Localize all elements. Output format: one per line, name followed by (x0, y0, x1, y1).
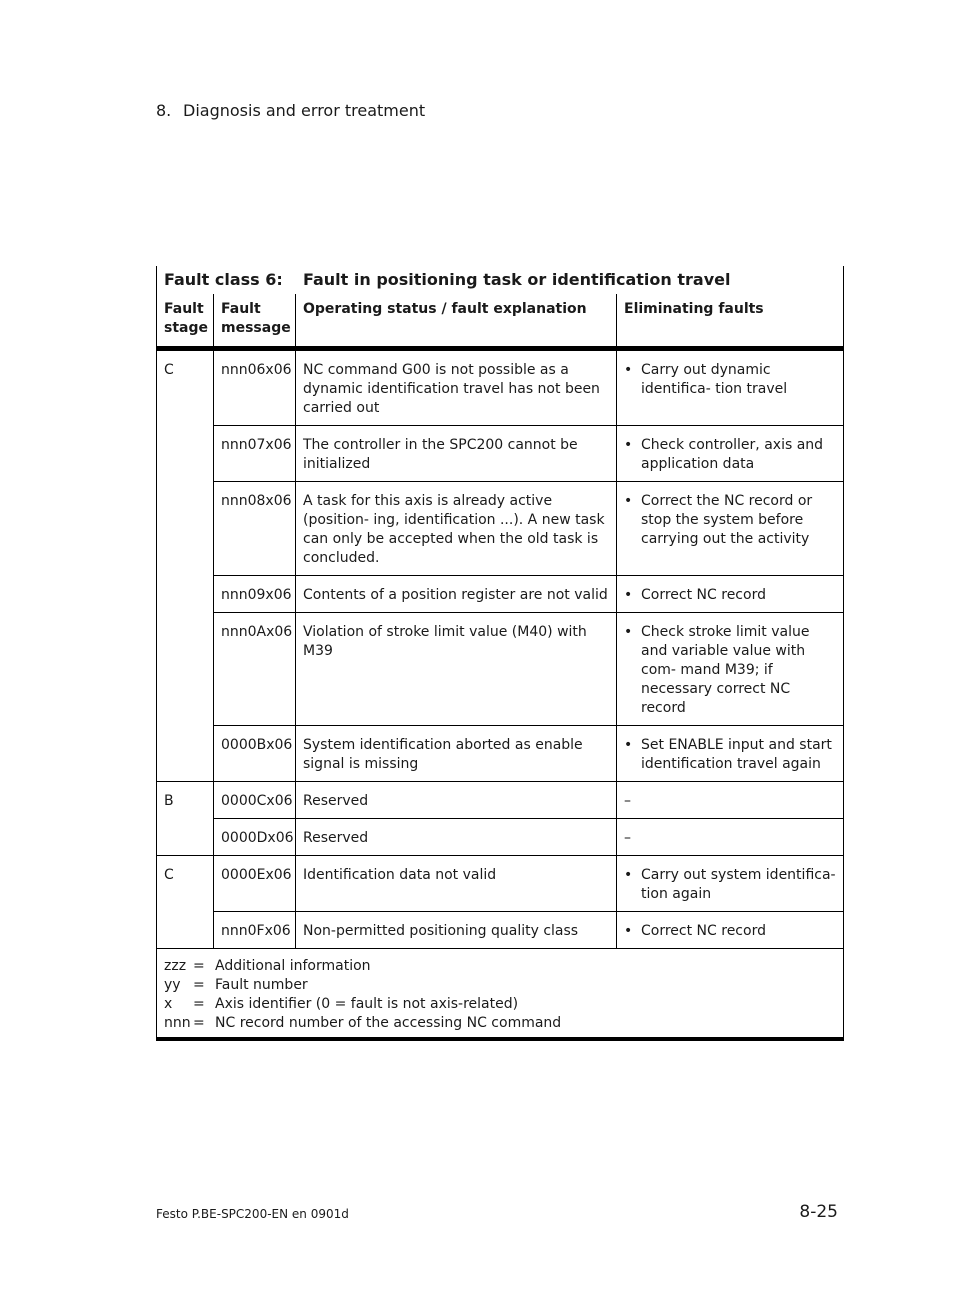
fault-explanation-cell: Reserved (296, 819, 617, 856)
bullet-icon: • (624, 493, 633, 509)
column-header-stage: Fault stage (157, 294, 214, 349)
fault-message-cell: 0000Dx06 (214, 819, 296, 856)
footer-document-id: Festo P.BE-SPC200-EN en 0901d (156, 1207, 349, 1221)
legend-text: Additional information (215, 958, 371, 974)
footer-page-number: 8-25 (799, 1202, 838, 1222)
legend-line (164, 1014, 837, 1033)
fault-explanation-cell: Contents of a position register are not valid (296, 576, 617, 613)
bullet-icon: • (624, 362, 633, 378)
fault-explanation-cell: System identification aborted as enable signal is missing (296, 726, 617, 782)
fault-message-cell: 0000Cx06 (214, 782, 296, 819)
column-header-message: Fault message (214, 294, 296, 349)
bullet-item (624, 922, 837, 941)
bullet-item (624, 736, 837, 774)
legend-equals: = (193, 1015, 205, 1031)
fault-stage-cell: C (157, 856, 214, 949)
fault-explanation-cell: A task for this axis is already active (position- ing, identification ...). A new task can only be accepted when the old task is concluded. (296, 482, 617, 576)
column-header-eliminating: Eliminating faults (617, 294, 844, 349)
table-row (157, 482, 844, 576)
legend-equals: = (193, 996, 205, 1012)
legend-equals: = (193, 958, 205, 974)
table-row (157, 613, 844, 726)
fix-text: Set ENABLE input and start identification travel again (641, 737, 832, 772)
legend-text: Axis identifier (0 = fault is not axis-related) (215, 996, 519, 1012)
table-row (157, 856, 844, 912)
eliminating-fault-cell (617, 819, 844, 856)
column-header-row (157, 294, 844, 349)
eliminating-fault-cell (617, 613, 844, 726)
eliminating-fault-cell (617, 426, 844, 482)
fix-text: Carry out dynamic identifica- tion travel (641, 362, 788, 397)
legend-text: NC record number of the accessing NC command (215, 1015, 562, 1031)
table-row (157, 782, 844, 819)
fix-dash: – (624, 793, 631, 809)
legend-equals: = (193, 977, 205, 993)
bullet-icon: • (624, 737, 633, 753)
section-number: 8. (156, 101, 172, 120)
fault-class-label: Fault class 6: (164, 270, 283, 289)
fault-message-cell: nnn06x06 (214, 349, 296, 426)
table-row (157, 576, 844, 613)
eliminating-fault-cell (617, 912, 844, 949)
fault-message-cell: nnn09x06 (214, 576, 296, 613)
bullet-item (624, 436, 837, 474)
bullet-icon: • (624, 437, 633, 453)
legend-key: zzz (164, 958, 187, 974)
fix-text: Check controller, axis and application data (641, 437, 824, 472)
bullet-icon: • (624, 587, 633, 603)
fault-message-cell: 0000Bx06 (214, 726, 296, 782)
eliminating-fault-cell (617, 856, 844, 912)
eliminating-fault-cell (617, 482, 844, 576)
fix-text: Correct NC record (641, 587, 766, 603)
bullet-item (624, 361, 837, 399)
legend-key: yy (164, 977, 181, 993)
fault-explanation-cell: The controller in the SPC200 cannot be initialized (296, 426, 617, 482)
fault-explanation-cell: Reserved (296, 782, 617, 819)
fault-explanation-cell: Non-permitted positioning quality class (296, 912, 617, 949)
eliminating-fault-cell (617, 349, 844, 426)
fault-message-cell: 0000Ex06 (214, 856, 296, 912)
fault-stage-cell: C (157, 349, 214, 782)
eliminating-fault-cell (617, 782, 844, 819)
fault-explanation-cell: Identification data not valid (296, 856, 617, 912)
eliminating-fault-cell (617, 576, 844, 613)
table-row (157, 912, 844, 949)
legend-text: Fault number (215, 977, 308, 993)
fault-message-cell: nnn0Ax06 (214, 613, 296, 726)
fault-table (156, 266, 843, 1041)
fix-text: Check stroke limit value and variable value with com- mand M39; if necessary correct NC record (641, 624, 810, 716)
legend-line (164, 976, 837, 995)
section-header (156, 101, 425, 120)
fault-explanation-cell: NC command G00 is not possible as a dynamic identification travel has not been carried out (296, 349, 617, 426)
fault-message-cell: nnn08x06 (214, 482, 296, 576)
fix-dash: – (624, 830, 631, 846)
fix-text: Correct the NC record or stop the system before carrying out the activity (641, 493, 813, 547)
eliminating-fault-cell (617, 726, 844, 782)
column-header-explanation: Operating status / fault explanation (296, 294, 617, 349)
fault-message-cell: nnn07x06 (214, 426, 296, 482)
fault-explanation-cell: Violation of stroke limit value (M40) with M39 (296, 613, 617, 726)
legend-row (157, 949, 844, 1040)
table-row (157, 819, 844, 856)
fix-text: Correct NC record (641, 923, 766, 939)
bullet-item (624, 866, 837, 904)
fault-message-cell: nnn0Fx06 (214, 912, 296, 949)
fault-stage-cell: B (157, 782, 214, 856)
bullet-icon: • (624, 867, 633, 883)
bullet-item (624, 492, 837, 549)
fault-class-title-row (157, 266, 844, 294)
table-row (157, 726, 844, 782)
legend-line (164, 957, 837, 976)
table-row (157, 426, 844, 482)
bullet-item (624, 623, 837, 718)
legend-key: x (164, 996, 173, 1012)
bullet-icon: • (624, 624, 633, 640)
bullet-item (624, 586, 837, 605)
bullet-icon: • (624, 923, 633, 939)
table-row (157, 349, 844, 426)
section-title: Diagnosis and error treatment (183, 101, 426, 120)
fix-text: Carry out system identifica- tion again (641, 867, 836, 902)
fault-class-title: Fault in positioning task or identification travel (303, 270, 731, 289)
legend-key: nnn (164, 1015, 191, 1031)
legend-line (164, 995, 837, 1014)
